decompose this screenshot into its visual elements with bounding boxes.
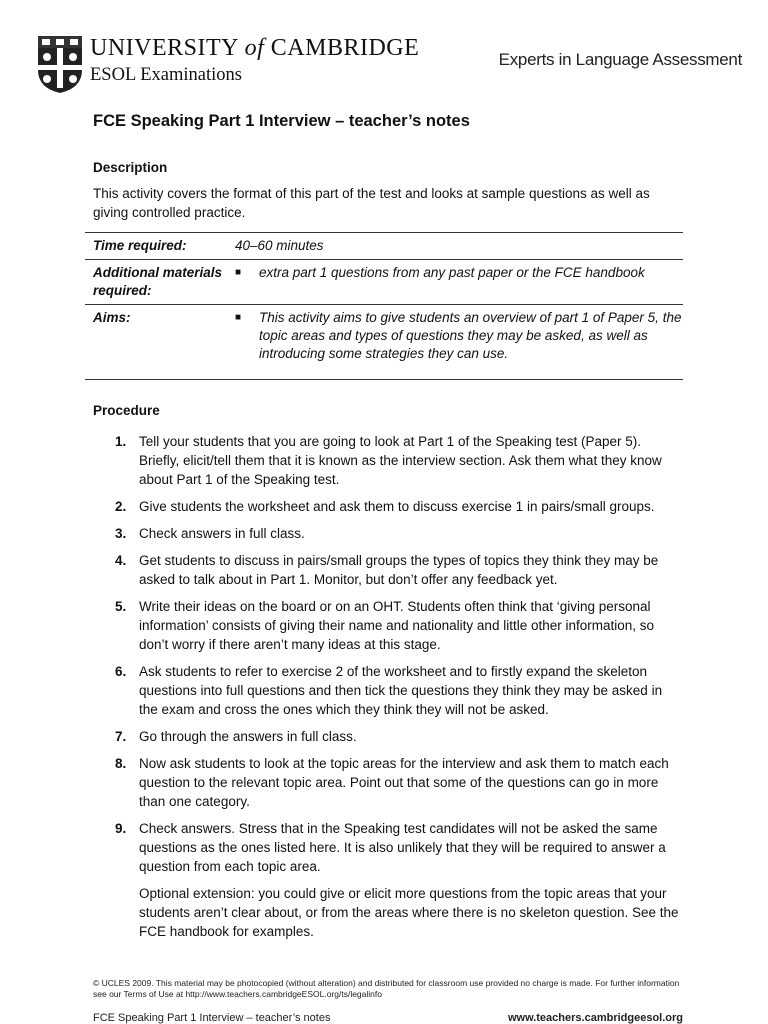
item-number: 8. bbox=[115, 756, 127, 771]
copyright-note: © UCLES 2009. This material may be photocopied (without alteration) and distributed for classroom use provided no charge is made. For further information see our Terms of Use at http://www.teachers.cambridgeESOL.org/ts/legalinfo bbox=[93, 978, 680, 999]
tagline: Experts in Language Assessment bbox=[498, 50, 742, 69]
item-number: 7. bbox=[115, 729, 127, 744]
item-text: Check answers in full class. bbox=[139, 526, 305, 541]
table-row bbox=[85, 305, 683, 380]
info-table bbox=[85, 232, 683, 380]
university-name: UNIVERSITY of CAMBRIDGE bbox=[90, 35, 420, 61]
list-item bbox=[93, 662, 683, 719]
item-text: Go through the answers in full class. bbox=[139, 729, 357, 744]
footer-url-link[interactable]: www.teachers.cambridgeesol.org bbox=[507, 1012, 683, 1024]
list-item bbox=[93, 432, 683, 489]
time-label: Time required: bbox=[93, 238, 187, 253]
aims-label: Aims: bbox=[93, 310, 131, 325]
optional-extension: Optional extension: you could give or elicit more questions from the topic areas that your students aren’t clear about, or from the areas where there is no skeleton question. See the FCE handbook for examples. bbox=[139, 886, 679, 939]
item-number: 4. bbox=[115, 553, 127, 568]
aims-value: This activity aims to give students an overview of part 1 of Paper 5, the topic areas and types of questions they may be asked, as well as introducing some strategies they can use. bbox=[259, 310, 682, 361]
table-row bbox=[85, 260, 683, 305]
item-text: Check answers. Stress that in the Speaking test candidates will not be asked the same questions as the ones listed here. It is also unlikely that they will be required to answer a question from each topic area. bbox=[139, 821, 666, 874]
procedure-list bbox=[93, 432, 683, 941]
cambridge-crest-icon bbox=[36, 34, 84, 94]
item-number: 6. bbox=[115, 664, 127, 679]
item-number: 1. bbox=[115, 434, 127, 449]
list-item bbox=[93, 819, 683, 876]
list-item bbox=[93, 597, 683, 654]
page-header bbox=[36, 34, 748, 98]
table-row bbox=[85, 233, 683, 260]
item-text: Now ask students to look at the topic areas for the interview and ask them to match each question to the relevant topic area. Point out that some of the questions can go in more than one category. bbox=[139, 756, 669, 809]
page-title: FCE Speaking Part 1 Interview – teacher’s notes bbox=[93, 112, 470, 130]
bullet-icon: ■ bbox=[235, 312, 242, 323]
list-item bbox=[93, 754, 683, 811]
materials-label: Additional materials required: bbox=[93, 265, 223, 298]
esol-examinations: ESOL Examinations bbox=[90, 65, 242, 85]
description-heading: Description bbox=[93, 160, 168, 175]
list-item bbox=[93, 524, 683, 543]
list-item bbox=[93, 727, 683, 746]
item-text: Get students to discuss in pairs/small groups the types of topics they think they may be asked to talk about in Part 1. Monitor, but don’t offer any feedback yet. bbox=[139, 553, 659, 587]
aims-cell bbox=[235, 305, 683, 380]
materials-value: extra part 1 questions from any past paper or the FCE handbook bbox=[259, 265, 645, 280]
item-number: 5. bbox=[115, 599, 127, 614]
description-text: This activity covers the format of this part of the test and looks at sample questions as well as giving controlled practice. bbox=[93, 186, 650, 220]
item-text: Give students the worksheet and ask them to discuss exercise 1 in pairs/small groups. bbox=[139, 499, 655, 514]
list-item bbox=[93, 551, 683, 589]
footer-title: FCE Speaking Part 1 Interview – teacher’s notes bbox=[93, 1012, 331, 1024]
procedure-heading: Procedure bbox=[93, 403, 160, 418]
item-text: Write their ideas on the board or on an OHT. Students often think that ‘giving personal information’ consists of giving their name and nationality and little other information, so don’t worry if there aren’t many ideas at this stage. bbox=[139, 599, 655, 652]
list-item bbox=[93, 497, 683, 516]
item-number: 9. bbox=[115, 821, 127, 836]
bullet-icon: ■ bbox=[235, 267, 242, 278]
item-number: 2. bbox=[115, 499, 127, 514]
item-text: Tell your students that you are going to look at Part 1 of the Speaking test (Paper 5). Briefly, elicit/tell them that it is known as the interview section. Ask them what they know about Part 1 of the Speaking test. bbox=[139, 434, 662, 487]
materials-cell bbox=[235, 260, 683, 305]
item-text: Ask students to refer to exercise 2 of the worksheet and to firstly expand the skeleton questions into full questions and then tick the questions they think they may be asked in the exam and cross the ones which they think they will not be asked. bbox=[139, 664, 663, 717]
item-number: 3. bbox=[115, 526, 127, 541]
time-value: 40–60 minutes bbox=[235, 238, 324, 253]
